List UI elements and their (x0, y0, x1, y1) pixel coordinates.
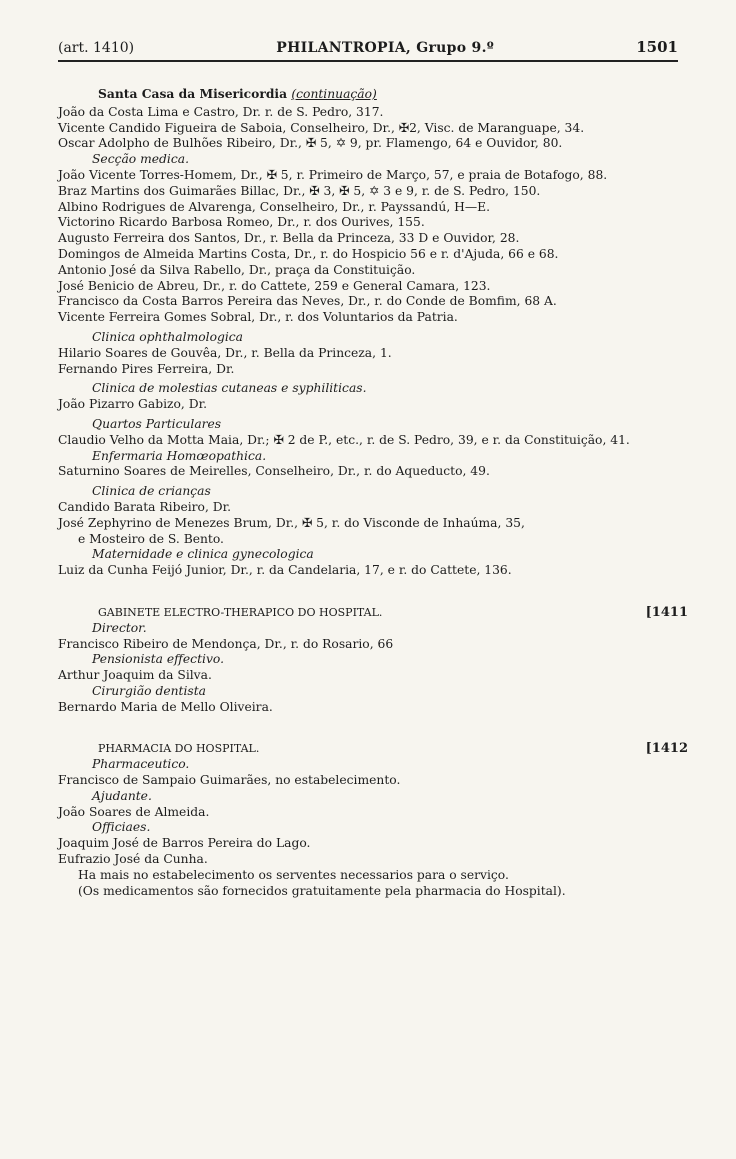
list-item: Francisco da Costa Barros Pereira das Neves, Dr., r. do Conde de Bomfim, 68 A. (58, 294, 557, 309)
list-item: Vicente Ferreira Gomes Sobral, Dr., r. dos Voluntarios da Patria. (58, 310, 458, 325)
subsection-heading: Clinica ophthalmologica (92, 329, 243, 344)
list-item: e Mosteiro de S. Bento. (78, 531, 224, 546)
list-item: Antonio José da Silva Rabello, Dr., praça da Constituição. (58, 262, 416, 277)
note: (Os medicamentos são fornecidos gratuitamente pela pharmacia do Hospital). (78, 883, 566, 898)
header-rule (58, 60, 678, 62)
list-item: Francisco Ribeiro de Mendonça, Dr., r. do Rosario, 66 (58, 636, 394, 651)
list-item: Oscar Adolpho de Bulhões Ribeiro, Dr., ✠ 5, ✡ 9, pr. Flamengo, 64 e Ouvidor, 80. (58, 136, 563, 151)
section-title: PHARMACIA DO HOSPITAL. [1412 (98, 741, 688, 757)
section-title: Santa Casa da Misericordia (continuação) (98, 86, 377, 101)
list-item: José Zephyrino de Menezes Brum, Dr., ✠ 5, r. do Visconde de Inhaúma, 35, (58, 515, 525, 530)
subsection-heading: Director. (92, 620, 147, 635)
list-item: Joaquim José de Barros Pereira do Lago. (58, 836, 311, 851)
subsection-heading: Quartos Particulares (92, 416, 222, 431)
page-header (58, 38, 678, 56)
list-item: Arthur Joaquim da Silva. (58, 668, 212, 683)
subsection-heading: Clinica de molestias cutaneas e syphiliticas. (92, 381, 367, 396)
article-number: [1411 (645, 604, 688, 620)
list-item: Domingos de Almeida Martins Costa, Dr., r. do Hospicio 56 e r. d'Ajuda, 66 e 68. (58, 246, 559, 261)
page-title: PHILANTROPIA, Grupo 9.º (276, 40, 495, 56)
list-item: Augusto Ferreira dos Santos, Dr., r. Bella da Princeza, 33 D e Ouvidor, 28. (58, 231, 520, 246)
list-item: Fernando Pires Ferreira, Dr. (58, 361, 235, 376)
section-title: GABINETE ELECTRO-THERAPICO DO HOSPITAL. [1411 (98, 604, 688, 620)
list-item: Albino Rodrigues de Alvarenga, Conselheiro, Dr., r. Payssandú, H—E. (58, 199, 491, 214)
article-number: [1412 (645, 741, 688, 757)
subsection-heading: Pensionista effectivo. (92, 652, 224, 667)
subsection-heading: Officiaes. (92, 820, 151, 835)
list-item: Francisco de Sampaio Guimarães, no estabelecimento. (58, 773, 401, 788)
list-item: Victorino Ricardo Barbosa Romeo, Dr., r. dos Ourives, 155. (58, 215, 425, 230)
list-item: Luiz da Cunha Feijó Junior, Dr., r. da Candelaria, 17, e r. do Cattete, 136. (58, 563, 512, 578)
subsection-heading: Cirurgião dentista (92, 683, 206, 698)
list-item: Vicente Candido Figueira de Saboia, Conselheiro, Dr., ✠2, Visc. de Maranguape, 34. (58, 120, 585, 135)
list-item: João Vicente Torres-Homem, Dr., ✠ 5, r. Primeiro de Março, 57, e praia de Botafogo, 88. (58, 167, 608, 182)
page-number: 1501 (636, 38, 678, 56)
subsection-heading: Maternidade e clinica gynecologica (92, 547, 314, 562)
list-item: João Pizarro Gabizo, Dr. (58, 397, 208, 412)
list-item: Braz Martins dos Guimarães Billac, Dr., ✠ 3, ✠ 5, ✡ 3 e 9, r. de S. Pedro, 150. (58, 183, 541, 198)
subsection-heading: Clinica de crianças (92, 484, 211, 499)
page-content (58, 86, 688, 899)
list-item: João Soares de Almeida. (58, 804, 210, 819)
article-ref: (art. 1410) (58, 40, 135, 56)
subsection-heading: Secção medica. (92, 152, 189, 167)
subsection-heading: Ajudante. (92, 788, 152, 803)
list-item: Claudio Velho da Motta Maia, Dr.; ✠ 2 de P., etc., r. de S. Pedro, 39, e r. da Constituição, 41. (58, 432, 630, 447)
list-item: Saturnino Soares de Meirelles, Conselheiro, Dr., r. do Aqueducto, 49. (58, 464, 490, 479)
subsection-heading: Pharmaceutico. (92, 757, 190, 772)
list-item: Eufrazio José da Cunha. (58, 852, 208, 867)
subsection-heading: Enfermaria Homœopathica. (92, 448, 267, 463)
note: Ha mais no estabelecimento os serventes necessarios para o serviço. (78, 867, 509, 882)
list-item: Bernardo Maria de Mello Oliveira. (58, 699, 273, 714)
list-item: João da Costa Lima e Castro, Dr. r. de S. Pedro, 317. (58, 104, 384, 119)
list-item: Candido Barata Ribeiro, Dr. (58, 499, 232, 514)
list-item: Hilario Soares de Gouvêa, Dr., r. Bella da Princeza, 1. (58, 345, 392, 360)
list-item: José Benicio de Abreu, Dr., r. do Cattete, 259 e General Camara, 123. (58, 278, 491, 293)
